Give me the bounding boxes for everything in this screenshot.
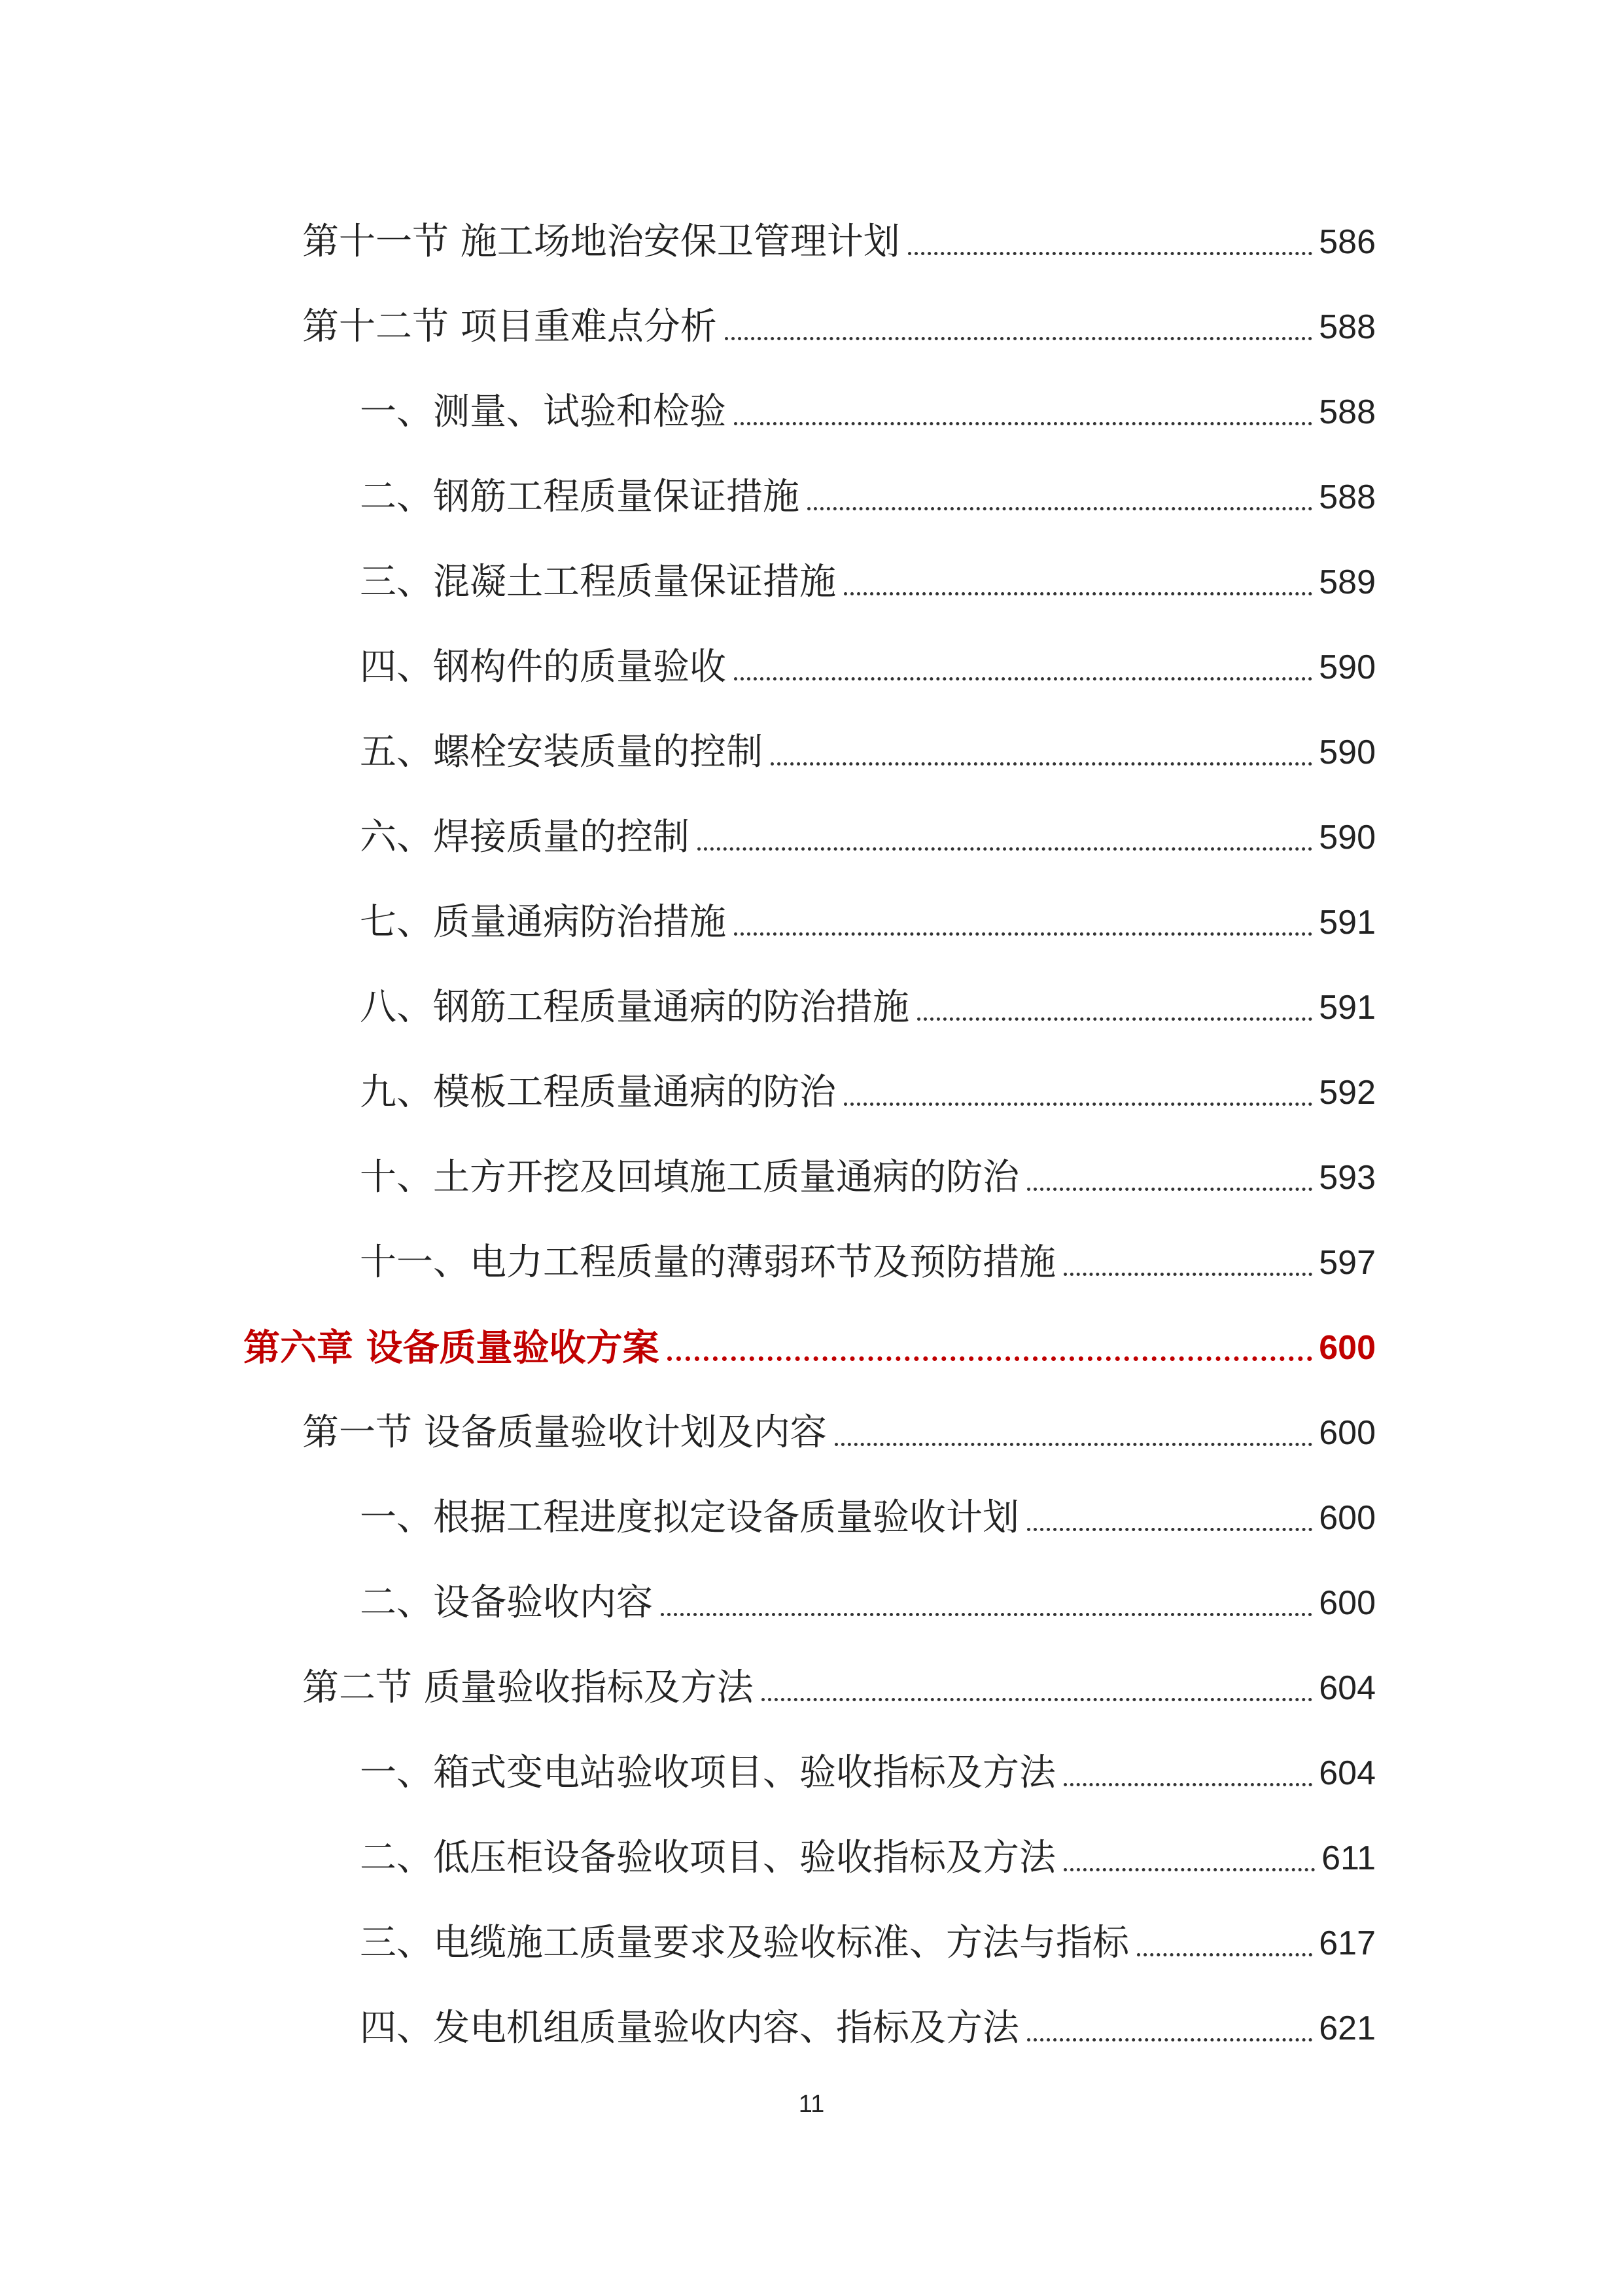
dot-leader <box>697 847 1312 851</box>
dot-leader <box>844 1103 1312 1106</box>
toc-entry-label: 第十一节 施工场地治安保卫管理计划 <box>302 221 900 263</box>
toc-entry-label: 第一节 设备质量验收计划及内容 <box>302 1411 827 1454</box>
toc-entry-label: 一、测量、试验和检验 <box>360 391 726 433</box>
dot-leader <box>661 1613 1312 1616</box>
dot-leader <box>835 1443 1312 1446</box>
toc-entry-page: 590 <box>1319 648 1376 686</box>
toc-entry-page: 588 <box>1319 308 1376 346</box>
dot-leader <box>734 422 1312 425</box>
toc-entry-page: 592 <box>1319 1074 1376 1112</box>
toc-entry-page: 604 <box>1319 1754 1376 1792</box>
toc-entry-page: 586 <box>1319 223 1376 261</box>
toc-entry-page: 591 <box>1319 904 1376 942</box>
toc-entry-page: 590 <box>1319 819 1376 857</box>
toc-entry-label: 二、低压柜设备验收项目、验收指标及方法 <box>360 1837 1056 1879</box>
toc-entry-label: 四、发电机组质量验收内容、指标及方法 <box>360 2007 1019 2049</box>
toc-entry[interactable] <box>302 1662 1376 1714</box>
toc-entry-label: 五、螺栓安装质量的控制 <box>360 731 763 773</box>
toc-entry-label: 七、质量通病防治措施 <box>360 901 726 944</box>
page-number: 11 <box>798 2091 825 2118</box>
toc-entry[interactable] <box>360 641 1376 694</box>
toc-entry-page: 588 <box>1319 478 1376 516</box>
toc-entry[interactable] <box>360 1747 1376 1799</box>
toc-entry-page: 621 <box>1319 2009 1376 2047</box>
toc-chapter-entry[interactable] <box>243 1322 1376 1374</box>
toc-entry[interactable] <box>360 1917 1376 1969</box>
dot-leader <box>725 337 1312 340</box>
toc-entry-label: 九、模板工程质量通病的防治 <box>360 1071 836 1114</box>
toc-entry-label: 四、钢构件的质量验收 <box>360 646 726 688</box>
dot-leader <box>1064 1273 1312 1276</box>
toc-entry[interactable] <box>360 726 1376 779</box>
dot-leader <box>1027 1188 1312 1191</box>
dot-leader <box>1137 1953 1312 1956</box>
dot-leader <box>844 592 1312 595</box>
toc-entry[interactable] <box>360 811 1376 864</box>
toc-entry-label: 三、电缆施工质量要求及验收标准、方法与指标 <box>360 1922 1129 1964</box>
toc-chapter-label: 第六章 设备质量验收方案 <box>243 1326 659 1369</box>
toc-entry-label: 第十二节 项目重难点分析 <box>302 306 717 348</box>
toc-entry[interactable] <box>360 1152 1376 1204</box>
toc-entry-page: 597 <box>1319 1244 1376 1282</box>
dot-leader <box>807 507 1312 510</box>
toc-entry[interactable] <box>360 2002 1376 2055</box>
toc-entry[interactable] <box>360 556 1376 609</box>
toc-entry[interactable] <box>360 471 1376 523</box>
toc-entry-page: 604 <box>1319 1669 1376 1707</box>
toc-entry-label: 二、钢筋工程质量保证措施 <box>360 476 799 518</box>
toc-entry[interactable] <box>302 216 1376 268</box>
dot-leader <box>908 252 1312 255</box>
toc-entry[interactable] <box>360 1577 1376 1629</box>
toc-entry-page: 593 <box>1319 1159 1376 1197</box>
dot-leader <box>734 677 1312 680</box>
toc-chapter-page: 600 <box>1319 1329 1376 1367</box>
dot-leader <box>1064 1868 1315 1871</box>
dot-leader <box>761 1698 1312 1701</box>
toc-entry[interactable] <box>302 1407 1376 1459</box>
toc-entry-label: 六、焊接质量的控制 <box>360 816 689 858</box>
toc-entry-page: 600 <box>1319 1584 1376 1622</box>
toc-entry-page: 600 <box>1319 1499 1376 1537</box>
toc-entry[interactable] <box>360 1832 1376 1884</box>
toc-entry-label: 第二节 质量验收指标及方法 <box>302 1667 754 1709</box>
toc-entry-label: 十、土方开挖及回填施工质量通病的防治 <box>360 1156 1019 1199</box>
toc-entry-label: 一、箱式变电站验收项目、验收指标及方法 <box>360 1752 1056 1794</box>
toc-entry-label: 一、根据工程进度拟定设备质量验收计划 <box>360 1496 1019 1539</box>
toc-entry-page: 589 <box>1319 563 1376 601</box>
toc-entry-page: 617 <box>1319 1924 1376 1962</box>
toc-entry-page: 600 <box>1319 1414 1376 1452</box>
toc-entry[interactable] <box>360 1492 1376 1544</box>
toc-entry-page: 591 <box>1319 989 1376 1027</box>
dot-leader <box>667 1356 1313 1361</box>
toc-entry[interactable] <box>360 981 1376 1034</box>
toc-entry[interactable] <box>302 301 1376 353</box>
toc-entry-page: 588 <box>1319 393 1376 431</box>
toc-entry[interactable] <box>360 896 1376 949</box>
dot-leader <box>917 1017 1312 1021</box>
dot-leader <box>771 762 1312 766</box>
dot-leader <box>734 932 1312 936</box>
dot-leader <box>1064 1783 1312 1786</box>
toc-entry-page: 611 <box>1321 1839 1376 1877</box>
toc-entry[interactable] <box>360 1067 1376 1119</box>
dot-leader <box>1027 2038 1312 2041</box>
toc-entry[interactable] <box>360 1237 1376 1289</box>
toc-entry-label: 八、钢筋工程质量通病的防治措施 <box>360 986 909 1029</box>
dot-leader <box>1027 1528 1312 1531</box>
toc-entry-label: 十一、电力工程质量的薄弱环节及预防措施 <box>360 1241 1056 1284</box>
toc-entry-label: 三、混凝土工程质量保证措施 <box>360 561 836 603</box>
toc-entry-label: 二、设备验收内容 <box>360 1581 653 1624</box>
toc-entry-page: 590 <box>1319 733 1376 771</box>
toc-entry[interactable] <box>360 386 1376 438</box>
